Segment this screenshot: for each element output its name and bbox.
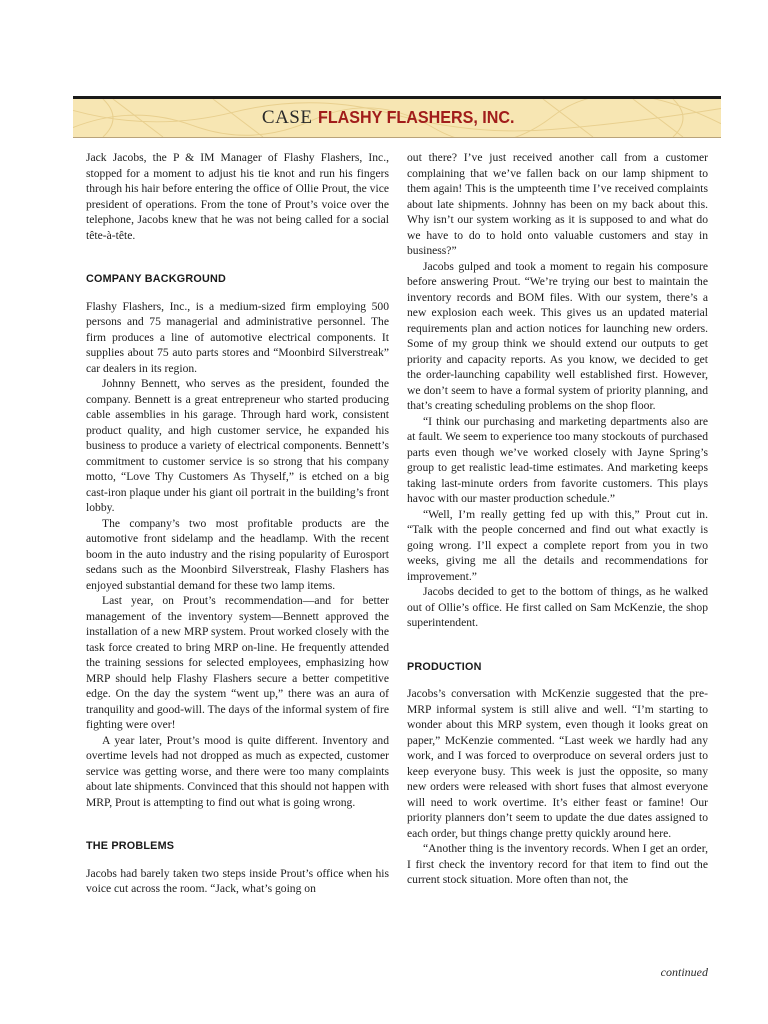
production-paragraph-2: “Another thing is the inventory records. When I get an order, I first check the inventory record for that item to find out the current stock situation. More often than not, the xyxy=(407,842,708,886)
problems-paragraph-1: Jacobs had barely taken two steps inside Prout’s office when his voice cut across the room. “Jack, what’s going on xyxy=(86,866,389,895)
case-title xyxy=(73,107,721,129)
production-paragraph-1: Jacobs’s conversation with McKenzie suggested that the pre-MRP informal system is still alive and well. “I’m starting to wonder about this MRP system, even though it looks great on paper,” McKenzie commented. “Last week we hardly had any work, and I was forced to overproduce on several orders just to keep everyone busy. This week is just the opposite, so many new orders were released with short fuses that almost everyone will need to work overtime. It’s either feast or famine! Our priority planners don’t seem to update the due dates assigned to each order, but things change pretty quickly around here. xyxy=(407,687,708,840)
problems-paragraph-5: Jacobs decided to get to the bottom of things, as he walked out of Ollie’s office. He first called on Sam McKenzie, the shop superintendent. xyxy=(407,585,708,629)
problems-paragraph-2: Jacobs gulped and took a moment to regain his composure before answering Prout. “We’re trying our best to maintain the inventory records and BOM files. With our system, there’s a new explosion each week. This gives us an updated material requirements plan and action notices for launching new orders. Some of my group think we should extend our outputs to get priority and capacity reports. As you know, we decided to get the order-launching capability well established first. However, we don’t seem to have a formal system of priority planning, and that’s creating scheduling problems on the shop floor. xyxy=(407,259,708,412)
company-paragraph-4: Last year, on Prout’s recommendation—and for better management of the inventory system—Bennett approved the installation of a new MRP system. Prout worked closely with the task force created to bring MRP on-line. He frequently attended the training sessions for selected employees, emphasizing how MRP should help Flashy Flashers secure a better competitive edge. On the day the system “went up,” there was an aura of tranquility and good-will. The days of the informal system of fire fighting were over! xyxy=(86,594,389,731)
continued-label: continued xyxy=(660,965,708,979)
left-column xyxy=(86,150,389,897)
problems-paragraph-4: “Well, I’m really getting fed up with this,” Prout cut in. “Talk with the people concerned and find out what exactly is going wrong. I’ll expect a complete report from you in two weeks, giving me all the details and recommendations for improvement.” xyxy=(407,507,708,583)
company-paragraph-2: Johnny Bennett, who serves as the president, founded the company. Bennett is a great entrepreneur who started producing cable assemblies in his garage. Through hard work, consistent product quality, and high customer service, he expanded his business to produce a variety of electrical components. Bennett’s commitment to customer service is so strong that his company motto, “Love Thy Customers As Thyself,” is etched on a big cast-iron plaque under his giant oil portrait in the building’s front lobby. xyxy=(86,377,389,514)
case-label: CASE xyxy=(261,107,313,128)
company-paragraph-1: Flashy Flashers, Inc., is a medium-sized firm employing 500 persons and 75 managerial and administrative personnel. The firm produces a line of automotive electrical components. It supplies about 75 auto parts stores and “Moonbird Silverstreak” car dealers in its region. xyxy=(86,299,389,375)
company-paragraph-3: The company’s two most profitable products are the automotive front sidelamp and the headlamp. With the recent boom in the auto industry and the rising popularity of Eurosport sedans such as the Moonbird Silverstreak, Flashy Flashers has enjoyed substantial demand for these two lamp items. xyxy=(86,516,389,592)
case-banner xyxy=(73,96,721,138)
heading-company-background: COMPANY BACKGROUND xyxy=(86,273,226,285)
problems-paragraph-3: “I think our purchasing and marketing departments also are at fault. We seem to experience too many stockouts of purchased parts even though we’ve worked closely with Jayne Spring’s group to get realistic lead-time estimates. And marketing keeps taking last-minute orders from favorite customers. This plays havoc with our master production schedule.” xyxy=(407,414,708,505)
company-paragraph-5: A year later, Prout’s mood is quite different. Inventory and overtime levels had not dropped as much as expected, customer service was getting worse, and there were too many complaints about late shipments. Convinced that this should not happen with MRP, Prout is attempting to find out what is going wrong. xyxy=(86,733,389,809)
heading-the-problems: THE PROBLEMS xyxy=(86,840,175,852)
right-column xyxy=(407,150,708,888)
problems-paragraph-1-continued: out there? I’ve just received another call from a customer complaining that we’ve fallen back on our lamp shipment to them again! This is the umpteenth time I’ve received complaints about late shipments. Johnny has been on my back about this. Why isn’t our system working as it is supposed to and what do we have to do to hold onto valuable customers and stay in business?” xyxy=(407,151,708,257)
intro-paragraph: Jack Jacobs, the P & IM Manager of Flashy Flashers, Inc., stopped for a moment to adjust his tie knot and run his fingers through his hair before entering the office of Ollie Prout, the vice president of operations. From the tone of Prout’s voice over the telephone, Jacobs knew that he was not being called for a social tête-à-tête. xyxy=(86,151,389,242)
case-name: FLASHY FLASHERS, INC. xyxy=(318,107,515,127)
heading-production: PRODUCTION xyxy=(407,660,482,673)
